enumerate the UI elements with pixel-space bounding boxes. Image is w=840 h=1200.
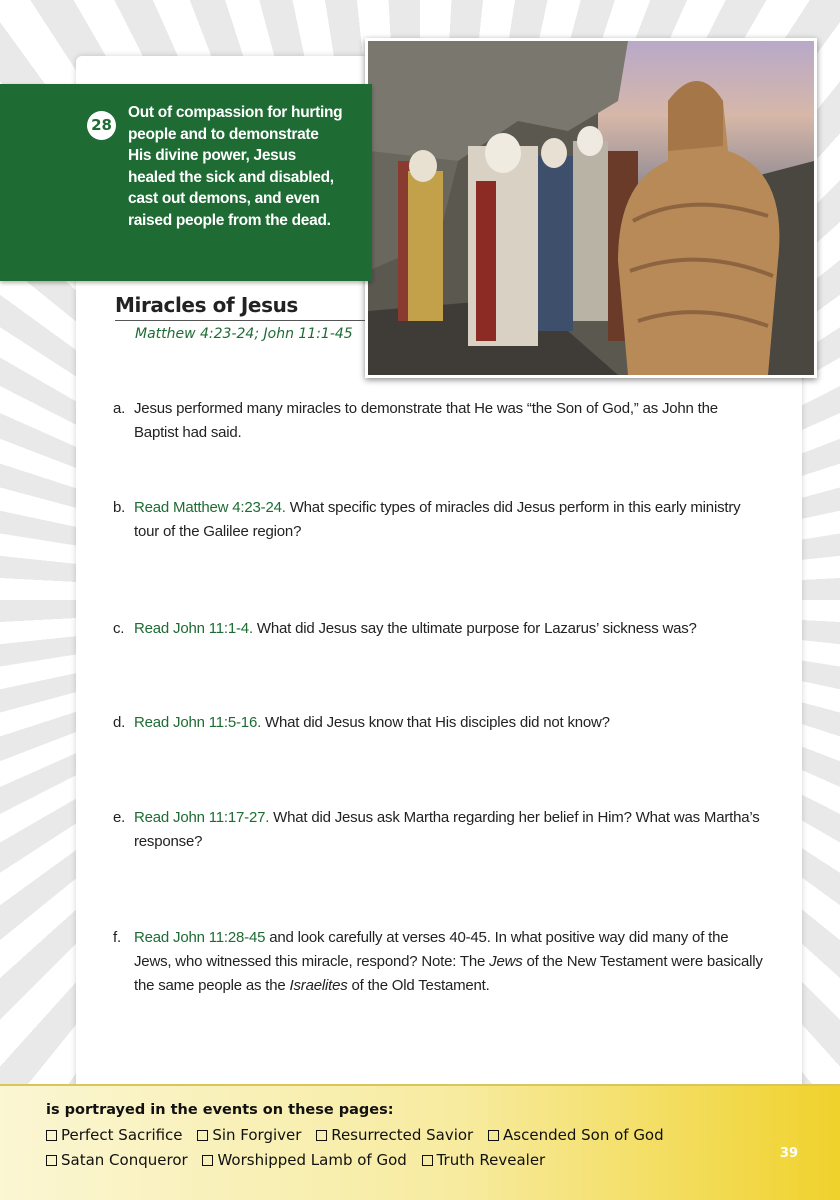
question-text: What did Jesus know that His disciples did not know? <box>261 714 610 731</box>
question-c <box>113 617 773 641</box>
checkbox-icon[interactable] <box>488 1130 499 1141</box>
scripture-reference: Matthew 4:23-24; John 11:1-45 <box>135 326 353 342</box>
checkbox-perfect-sacrifice[interactable] <box>46 1126 183 1144</box>
checkbox-label: Sin Forgiver <box>212 1126 302 1144</box>
question-text: What specific types of miracles did Jesus perform in this early ministry <box>285 499 741 516</box>
callout-line: His divine power, Jesus <box>128 147 296 164</box>
footer-title: is portrayed in the events on these pages: <box>46 1102 394 1118</box>
question-d <box>113 711 773 735</box>
checkbox-ascended-son-of-god[interactable] <box>488 1126 664 1144</box>
callout-text <box>128 102 364 231</box>
question-a <box>113 397 773 445</box>
question-letter: d. <box>113 714 126 731</box>
question-text: Jews, who witnessed this miracle, respond? Note: The <box>134 953 490 970</box>
question-text: and look carefully at verses 40-45. In what positive way did many of the <box>265 929 729 946</box>
callout-line: people and to demonstrate <box>128 125 319 143</box>
section-title: Miracles of Jesus <box>115 293 298 317</box>
illustration-jesus-raising-lazarus <box>365 38 817 378</box>
question-letter: a. <box>113 400 126 417</box>
callout-line: cast out demons, and even <box>128 190 320 207</box>
question-text: What did Jesus say the ultimate purpose for Lazarus’ sickness was? <box>252 620 697 637</box>
checkbox-label: Ascended Son of God <box>503 1126 664 1144</box>
checkbox-worshipped-lamb-of-god[interactable] <box>202 1151 406 1169</box>
question-letter: c. <box>113 620 125 637</box>
checkbox-label: Perfect Sacrifice <box>61 1126 183 1144</box>
checkbox-resurrected-savior[interactable] <box>316 1126 473 1144</box>
callout-line: healed the sick and disabled, <box>128 168 334 186</box>
emphasis-israelites: Israelites <box>289 977 348 994</box>
question-text: the same people as the <box>134 977 290 994</box>
checkbox-icon[interactable] <box>316 1130 327 1141</box>
question-text: Baptist had said. <box>134 424 242 441</box>
checkbox-label: Resurrected Savior <box>331 1126 474 1144</box>
checkbox-satan-conqueror[interactable] <box>46 1151 188 1169</box>
question-e <box>113 806 773 854</box>
checkbox-icon[interactable] <box>422 1155 433 1166</box>
question-text: response? <box>134 833 203 850</box>
section-divider <box>115 320 365 321</box>
reading-reference: Read John 11:5-16. <box>134 714 262 731</box>
callout-line: raised people from the dead. <box>128 211 331 229</box>
checkbox-truth-revealer[interactable] <box>422 1151 546 1169</box>
reading-reference: Read Matthew 4:23-24. <box>134 499 286 516</box>
question-text: tour of the Galilee region? <box>134 523 302 540</box>
reading-reference: Read John 11:28-45 <box>134 929 266 946</box>
lesson-number-badge: 28 <box>87 111 116 140</box>
question-text: of the New Testament were basically <box>522 953 763 970</box>
reading-reference: Read John 11:17-27. <box>134 809 270 826</box>
question-letter: e. <box>113 809 126 826</box>
checkbox-icon[interactable] <box>46 1130 57 1141</box>
question-f <box>113 926 773 998</box>
question-text: of the Old Testament. <box>347 977 490 994</box>
question-b <box>113 496 773 544</box>
checkbox-icon[interactable] <box>202 1155 213 1166</box>
checkbox-label: Worshipped Lamb of God <box>217 1151 407 1169</box>
checkbox-icon[interactable] <box>197 1130 208 1141</box>
question-letter: b. <box>113 499 126 516</box>
checkbox-label: Satan Conqueror <box>61 1151 188 1169</box>
checkbox-row-2 <box>46 1151 555 1169</box>
checkbox-row-1 <box>46 1126 674 1144</box>
question-text: Jesus performed many miracles to demonstrate that He was “the Son of God,” as John the <box>134 400 718 417</box>
callout-line: Out of compassion for hurting <box>128 104 343 121</box>
checkbox-sin-forgiver[interactable] <box>197 1126 301 1144</box>
page-number: 39 <box>780 1146 799 1161</box>
checkbox-label: Truth Revealer <box>436 1151 546 1169</box>
reading-reference: Read John 11:1-4. <box>134 620 253 637</box>
question-text: What did Jesus ask Martha regarding her belief in Him? What was Martha’s <box>269 809 760 826</box>
question-letter: f. <box>113 929 121 946</box>
emphasis-jews: Jews <box>489 953 523 970</box>
checkbox-icon[interactable] <box>46 1155 57 1166</box>
